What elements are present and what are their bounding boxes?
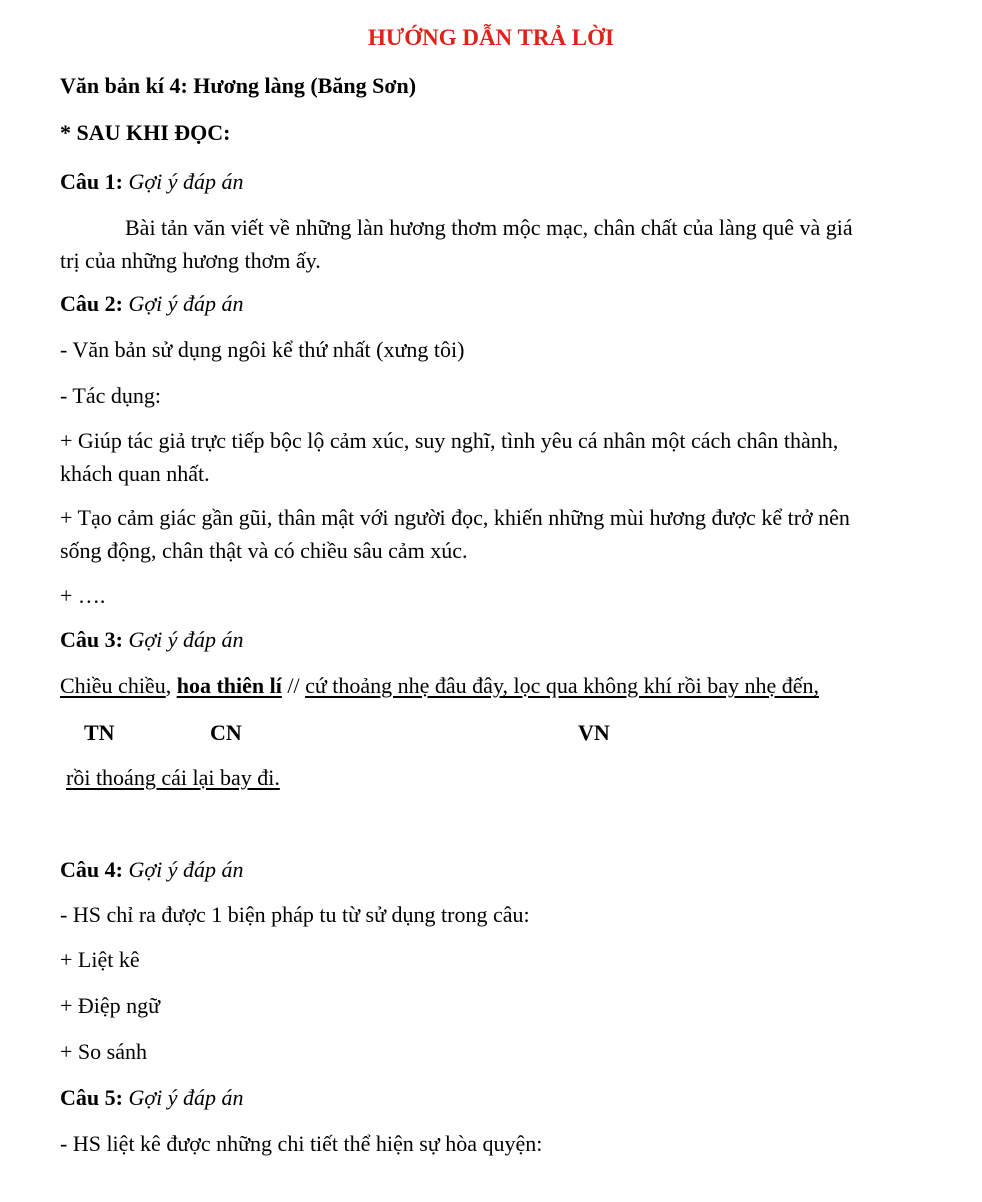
question-4-intro: - HS chỉ ra được 1 biện pháp tu từ sử dụng trong câu: [60,902,530,927]
question-1-heading [60,166,243,198]
question-2-effect-3: + …. [60,583,106,608]
tag-tn: TN [84,720,115,745]
question-5-hint: Gợi ý đáp án [128,1085,244,1110]
question-1-answer-line-2: trị của những hương thơm ấy. [60,248,321,273]
question-3-label: Câu 3: [60,627,123,652]
list-item: + Liệt kê [60,947,140,972]
list-item: + Điệp ngữ [60,993,161,1018]
adverbial-phrase: Chiều chiều [60,673,166,698]
comma: , [165,673,177,698]
question-4-heading [60,854,243,886]
question-1-answer-line-1: Bài tản văn viết về những làn hương thơm mộc mạc, chân chất của làng quê và giá [125,215,853,240]
question-3-continuation [66,762,280,794]
subject-phrase: hoa thiên lí [176,673,282,698]
question-5-heading [60,1082,243,1114]
tag-vn: VN [578,720,610,745]
question-5-intro: - HS liệt kê được những chi tiết thể hiện sự hòa quyện: [60,1131,543,1156]
question-2-effect-1-line-2: khách quan nhất. [60,461,210,486]
list-item: + So sánh [60,1039,147,1064]
question-2-effect-2-line-1: + Tạo cảm giác gần gũi, thân mật với người đọc, khiến những mùi hương được kể trở nên [60,505,850,530]
question-2-point-1: - Văn bản sử dụng ngôi kể thứ nhất (xưng tôi) [60,337,465,362]
question-4-label: Câu 4: [60,857,123,882]
tag-cn: CN [210,720,242,745]
question-3-sentence [60,670,819,702]
question-2-effect-2-line-2: sống động, chân thật và có chiều sâu cảm xúc. [60,538,468,563]
question-2-label: Câu 2: [60,291,123,316]
question-3-hint: Gợi ý đáp án [128,627,244,652]
predicate-continuation: rồi thoáng cái lại bay đi. [66,765,280,790]
question-2-hint: Gợi ý đáp án [128,291,244,316]
question-1-label: Câu 1: [60,169,123,194]
question-3-heading [60,624,243,656]
question-2-point-2: - Tác dụng: [60,383,162,408]
text-heading: Văn bản kí 4: Hương làng (Băng Sơn) [60,73,417,98]
section-heading: * SAU KHI ĐỌC: [60,120,231,145]
question-2-effect-1-line-1: + Giúp tác giả trực tiếp bộc lộ cảm xúc, suy nghĩ, tình yêu cá nhân một cách chân thành, [60,428,839,453]
question-2-heading [60,288,243,320]
question-5-label: Câu 5: [60,1085,123,1110]
predicate-phrase: cứ thoảng nhẹ đâu đây, lọc qua không khí rồi bay nhẹ đến, [305,673,819,698]
separator: // [281,673,306,698]
page-title: HƯỚNG DẪN TRẢ LỜI [368,25,614,50]
question-1-hint: Gợi ý đáp án [128,169,244,194]
question-4-hint: Gợi ý đáp án [128,857,244,882]
